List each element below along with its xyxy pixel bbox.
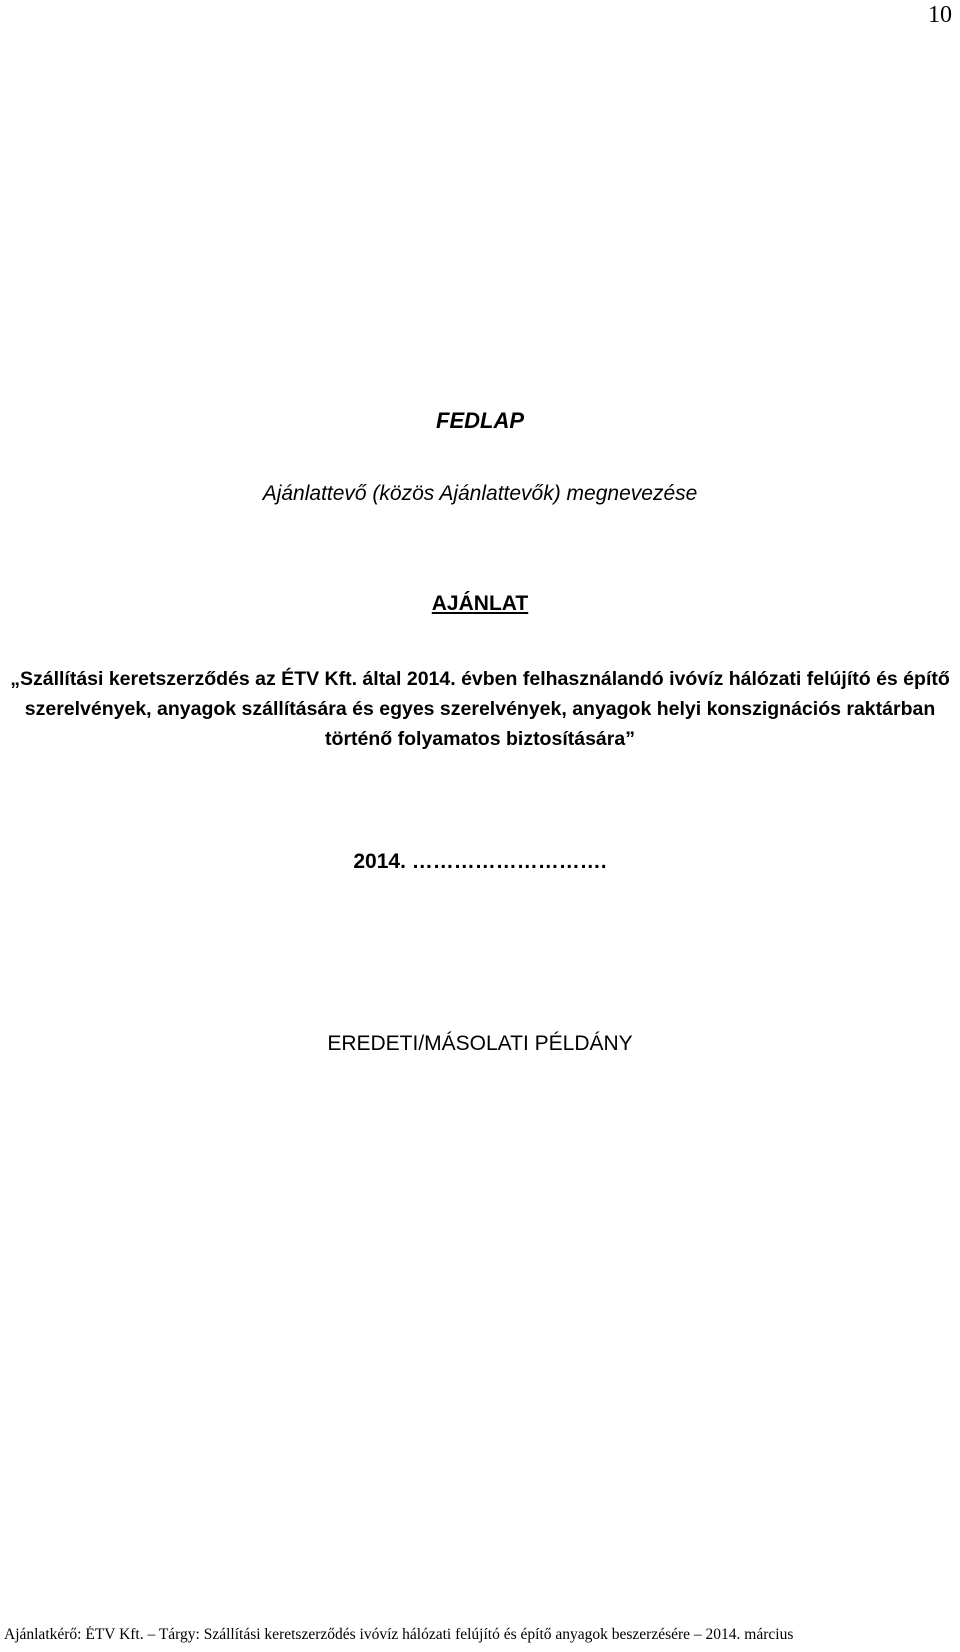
page-number: 10	[928, 2, 952, 28]
bidder-name-placeholder: Ajánlattevő (közös Ajánlattevők) megnevezése	[262, 482, 698, 505]
date-line: 2014. ……………………….	[353, 850, 607, 873]
copy-type-label: EREDETI/MÁSOLATI PÉLDÁNY	[327, 1032, 633, 1055]
offer-heading: AJÁNLAT	[431, 592, 529, 615]
cover-title: FEDLAP	[436, 408, 524, 433]
offer-subject: „Szállítási keretszerződés az ÉTV Kft. által 2014. évben felhasználandó ivóvíz hálózati felújító és építő szerelvények, anyagok szállítására és egyes szerelvények, anyagok helyi konszignációs raktárban történő folyamatos biztosítására”	[10, 668, 950, 750]
page-footer: Ajánlatkérő: ÉTV Kft. – Tárgy: Szállítási keretszerződés ivóvíz hálózati felújító és építő anyagok beszerzésére – 2014. március	[4, 1626, 794, 1643]
